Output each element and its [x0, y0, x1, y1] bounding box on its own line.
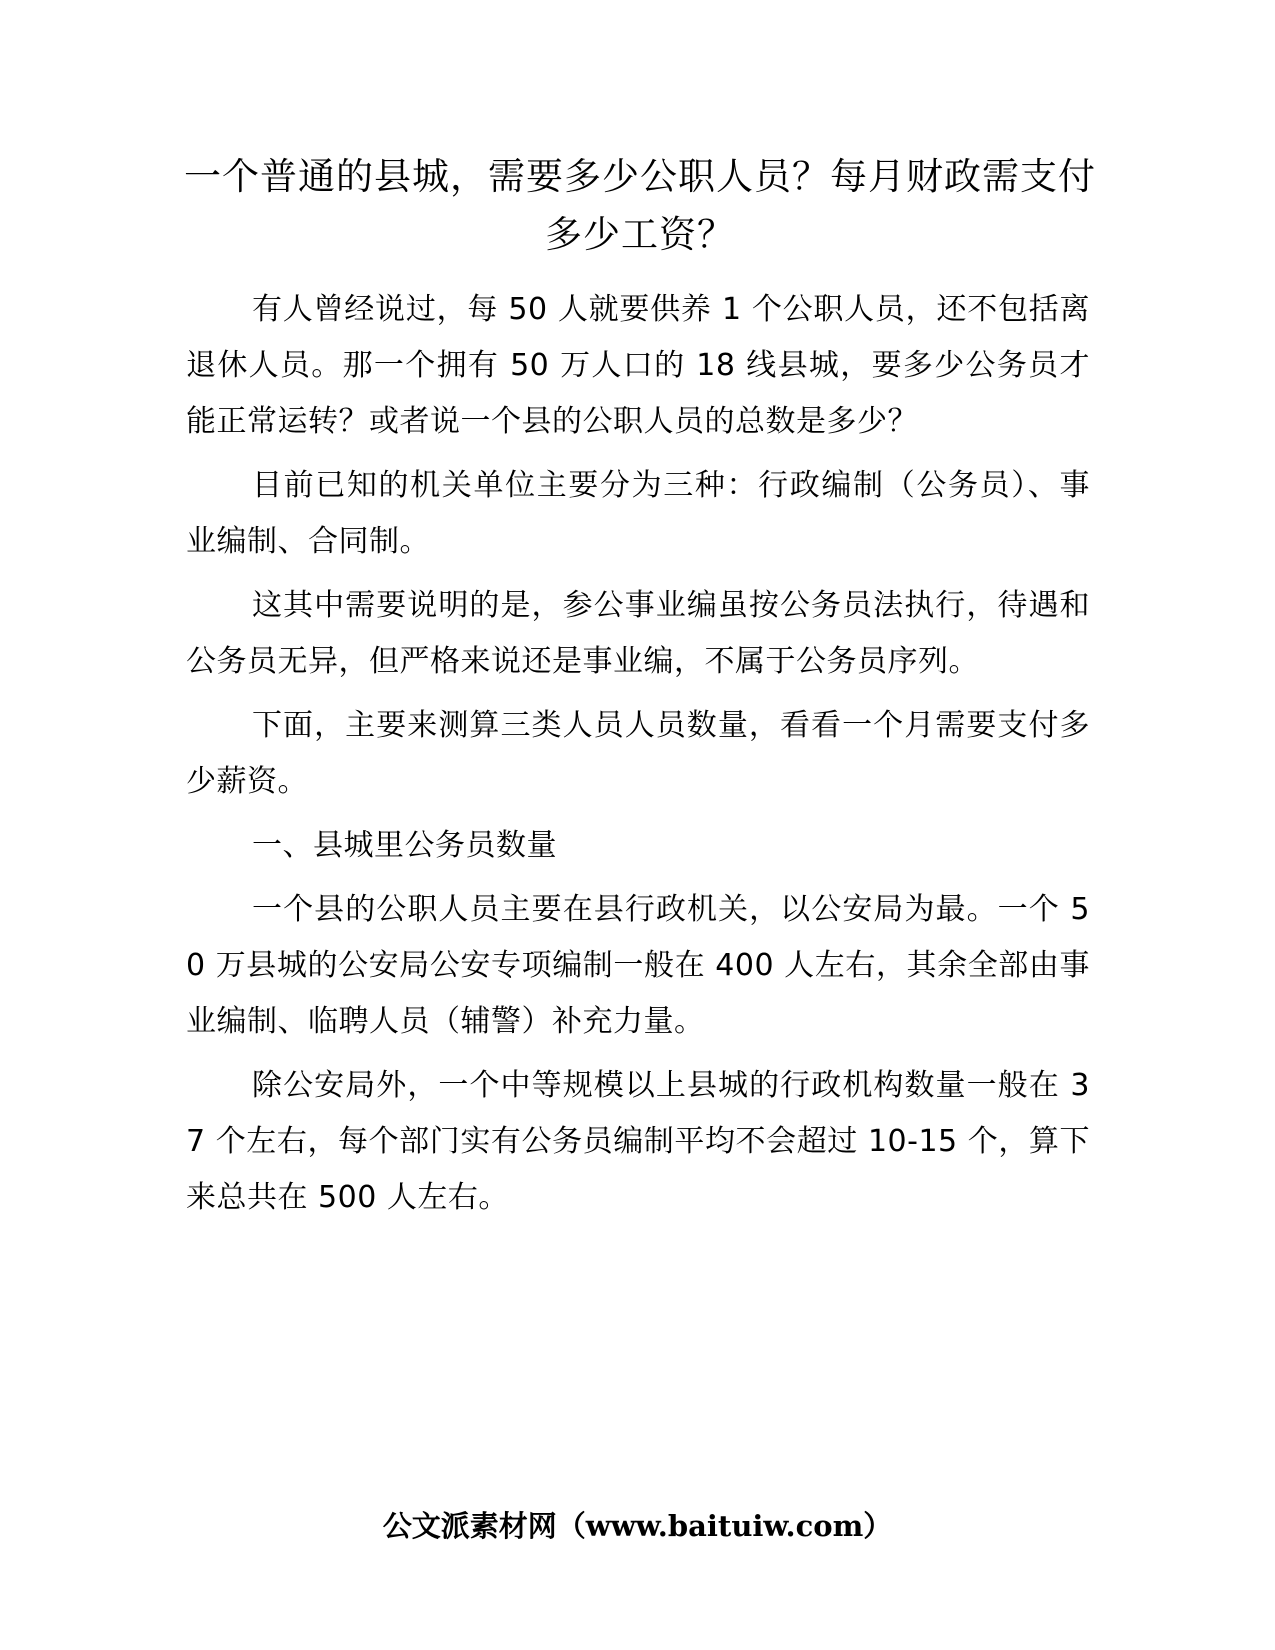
- page-footer: [0, 1506, 1275, 1546]
- footer-url: （www.baituiw.com）: [556, 1509, 893, 1543]
- paragraph: 除公安局外，一个中等规模以上县城的行政机构数量一般在 37 个左右，每个部门实有公务员编制平均不会超过 10-15 个，算下来总共在 500 人左右。: [186, 1068, 1090, 1215]
- section-heading: 一、县城里公务员数量: [252, 828, 557, 863]
- paragraph: 目前已知的机关单位主要分为三种：行政编制（公务员）、事业编制、合同制。: [186, 468, 1090, 559]
- paragraph: 有人曾经说过，每 50 人就要供养 1 个公职人员，还不包括离退休人员。那一个拥有 50 万人口的 18 线县城，要多少公务员才能正常运转？或者说一个县的公职人员的总数是多少？: [186, 292, 1090, 439]
- document-body: [186, 282, 1090, 1234]
- paragraph: 这其中需要说明的是，参公事业编虽按公务员法执行，待遇和公务员无异，但严格来说还是事业编，不属于公务员序列。: [186, 588, 1090, 679]
- paragraph: 下面，主要来测算三类人员人员数量，看看一个月需要支付多少薪资。: [186, 708, 1090, 799]
- document-title: 一个普通的县城，需要多少公职人员？每月财政需支付多少工资？: [184, 155, 1096, 256]
- paragraph: 一个县的公职人员主要在县行政机关，以公安局为最。一个 50 万县城的公安局公安专项编制一般在 400 人左右，其余全部由事业编制、临聘人员（辅警）补充力量。: [186, 892, 1090, 1039]
- footer-brand: 公文派素材网: [382, 1509, 557, 1543]
